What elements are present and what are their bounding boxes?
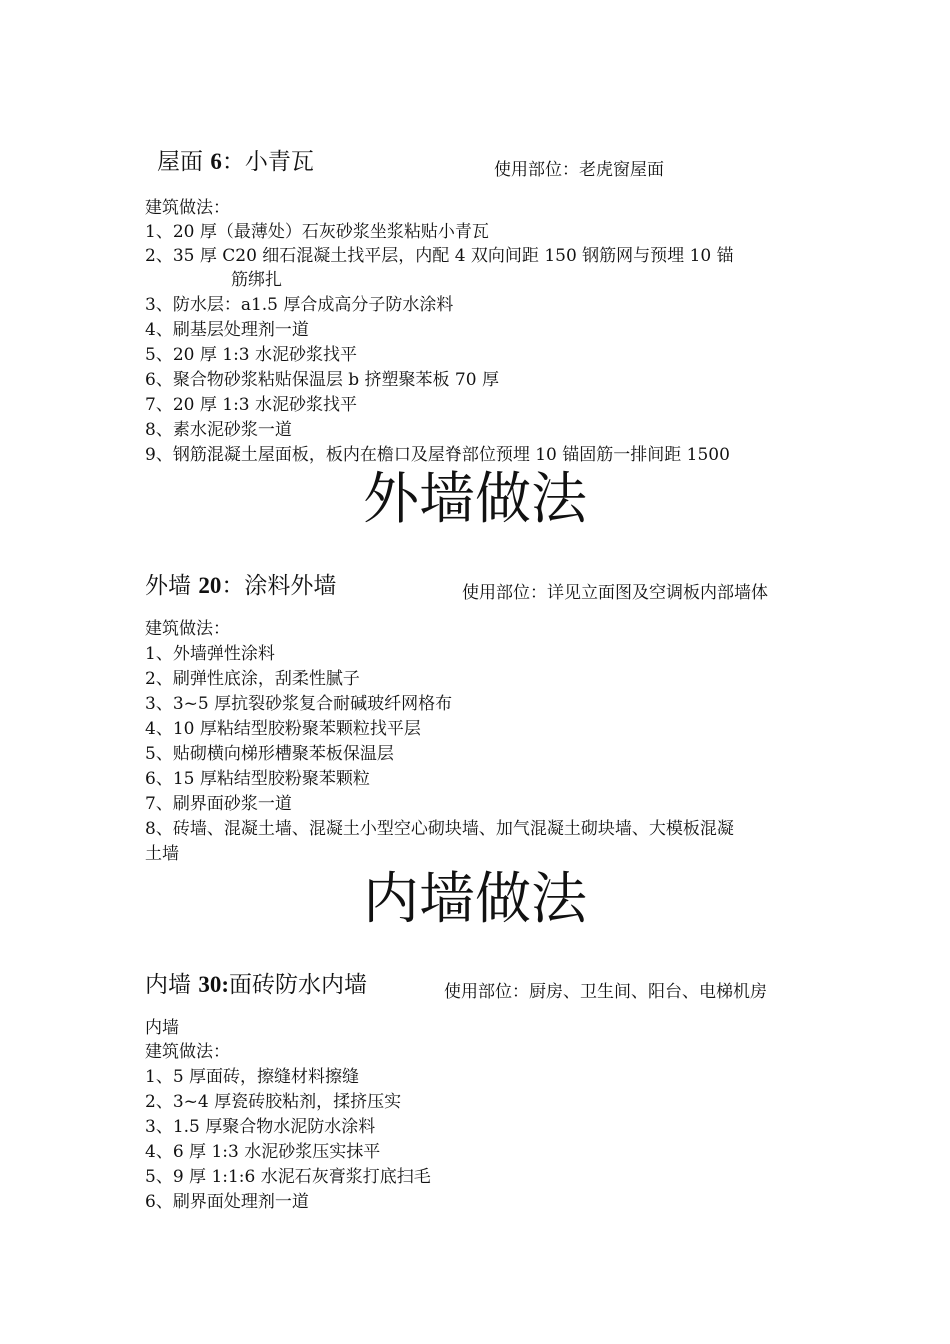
interior-step: 3、1.5 厚聚合物水泥防水涂料: [145, 1117, 376, 1137]
interior-step: 5、9 厚 1:1:6 水泥石灰膏浆打底扫毛: [145, 1167, 431, 1187]
exterior-method-label: 建筑做法：: [145, 619, 230, 639]
interior-method-label: 建筑做法：: [145, 1042, 230, 1062]
exterior-step: 6、15 厚粘结型胶粉聚苯颗粒: [145, 769, 370, 789]
exterior-title: 外墙 20：涂料外墙: [145, 573, 337, 599]
roof-step-cont: 筋绑扎: [231, 270, 282, 290]
roof-step: 7、20 厚 1:3 水泥砂浆找平: [145, 395, 358, 415]
roof-title: 屋面 6：小青瓦: [157, 149, 314, 175]
exterior-step: 1、外墙弹性涂料: [145, 644, 275, 664]
roof-step: 5、20 厚 1:3 水泥砂浆找平: [145, 345, 358, 365]
roof-step: 1、20 厚（最薄处）石灰砂浆坐浆粘贴小青瓦: [145, 222, 489, 242]
interior-usage: 使用部位：厨房、卫生间、阳台、电梯机房: [444, 982, 767, 1002]
roof-step: 3、防水层：a1.5 厚合成高分子防水涂料: [145, 295, 454, 315]
exterior-step: 7、刷界面砂浆一道: [145, 794, 292, 814]
interior-step: 2、3~4 厚瓷砖胶粘剂，揉挤压实: [145, 1092, 402, 1112]
roof-step: 8、素水泥砂浆一道: [145, 420, 292, 440]
interior-step: 6、刷界面处理剂一道: [145, 1192, 309, 1212]
interior-step: 1、5 厚面砖，擦缝材料擦缝: [145, 1067, 360, 1087]
roof-step: 4、刷基层处理剂一道: [145, 320, 309, 340]
interior-heading: 内墙做法: [363, 867, 587, 932]
exterior-usage: 使用部位：详见立面图及空调板内部墙体: [462, 583, 768, 603]
exterior-step: 5、贴砌横向梯形槽聚苯板保温层: [145, 744, 394, 764]
exterior-step-cont: 土墙: [145, 844, 179, 864]
exterior-step: 4、10 厚粘结型胶粉聚苯颗粒找平层: [145, 719, 421, 739]
roof-step: 6、聚合物砂浆粘贴保温层 b 挤塑聚苯板 70 厚: [145, 370, 499, 390]
interior-title: 内墙 30:面砖防水内墙: [145, 972, 367, 998]
exterior-heading: 外墙做法: [363, 467, 587, 532]
interior-step: 4、6 厚 1:3 水泥砂浆压实抹平: [145, 1142, 381, 1162]
exterior-step: 3、3~5 厚抗裂砂浆复合耐碱玻纤网格布: [145, 694, 453, 714]
interior-usage-cont: 内墙: [145, 1018, 179, 1038]
roof-usage: 使用部位：老虎窗屋面: [494, 160, 664, 180]
roof-step: 9、钢筋混凝土屋面板，板内在檐口及屋脊部位预埋 10 锚固筋一排间距 1500: [145, 445, 730, 465]
exterior-step: 2、刷弹性底涂，刮柔性腻子: [145, 669, 360, 689]
roof-step: 2、35 厚 C20 细石混凝土找平层，内配 4 双向间距 150 钢筋网与预埋 10 锚: [145, 246, 734, 266]
roof-method-label: 建筑做法：: [145, 198, 230, 218]
exterior-step: 8、砖墙、混凝土墙、混凝土小型空心砌块墙、加气混凝土砌块墙、大模板混凝: [145, 819, 734, 839]
